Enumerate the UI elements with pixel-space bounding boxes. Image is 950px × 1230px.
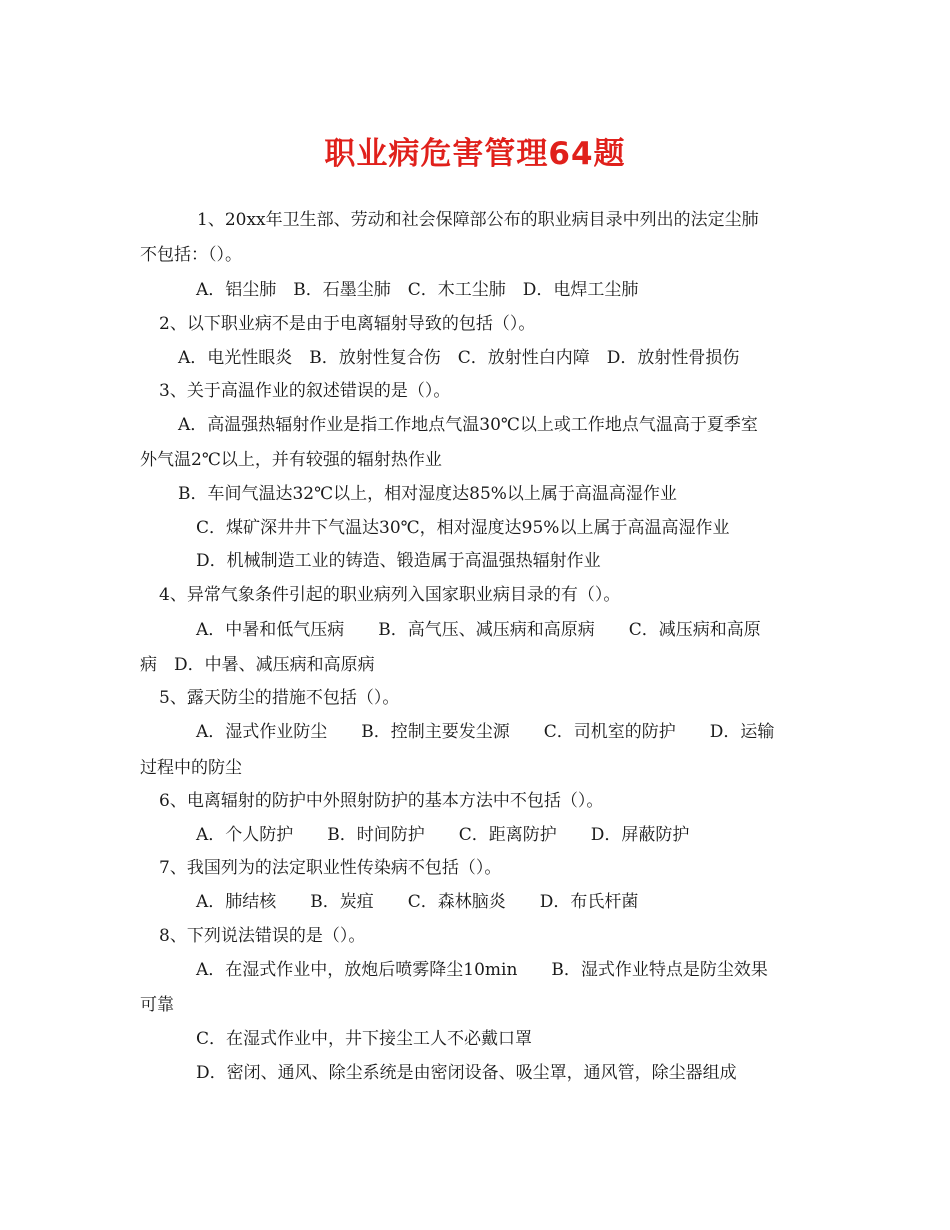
question-2-options: A．电光性眼炎 B．放射性复合伤 C．放射性白内障 D．放射性骨损伤	[178, 348, 740, 368]
question-3-option-c: C．煤矿深井井下气温达30℃，相对湿度达95%以上属于高温高湿作业	[196, 518, 730, 538]
question-6: 6、电离辐射的防护中外照射防护的基本方法中不包括（）。	[159, 791, 604, 811]
question-8-option-d: D．密闭、通风、除尘系统是由密闭设备、吸尘罩，通风管，除尘器组成	[196, 1063, 737, 1083]
question-2: 2、以下职业病不是由于电离辐射导致的包括（）。	[159, 314, 536, 334]
question-3: 3、关于高温作业的叙述错误的是（）。	[159, 381, 451, 401]
question-8-option-c: C．在湿式作业中，井下接尘工人不必戴口罩	[196, 1029, 533, 1049]
question-5-options-line-1: A．湿式作业防尘 B．控制主要发尘源 C．司机室的防护 D．运输	[196, 722, 775, 742]
question-3-option-d: D．机械制造工业的铸造、锻造属于高温强热辐射作业	[196, 551, 601, 571]
question-6-options: A．个人防护 B．时间防护 C．距离防护 D．屏蔽防护	[196, 825, 690, 845]
question-1-line-1: 1、20xx年卫生部、劳动和社会保障部公布的职业病目录中列出的法定尘肺	[197, 210, 759, 230]
question-3-option-a-line-1: A．高温强热辐射作业是指工作地点气温30℃以上或工作地点气温高于夏季室	[178, 415, 758, 435]
question-3-option-b: B．车间气温达32℃以上，相对湿度达85%以上属于高温高湿作业	[178, 484, 677, 504]
question-7: 7、我国列为的法定职业性传染病不包括（）。	[159, 858, 502, 878]
question-8-options-line-1: A．在湿式作业中，放炮后喷雾降尘10min B．湿式作业特点是防尘效果	[196, 960, 768, 980]
question-5: 5、露天防尘的措施不包括（）。	[159, 688, 400, 708]
question-1-options: A．铝尘肺 B．石墨尘肺 C．木工尘肺 D．电焊工尘肺	[196, 280, 639, 300]
question-7-options: A．肺结核 B．炭疽 C．森林脑炎 D．布氏杆菌	[196, 892, 639, 912]
question-8-options-line-2: 可靠	[140, 995, 174, 1015]
question-5-options-line-2: 过程中的防尘	[140, 758, 242, 778]
question-3-option-a-line-2: 外气温2℃以上，并有较强的辐射热作业	[140, 450, 442, 470]
question-8: 8、下列说法错误的是（）。	[159, 926, 366, 946]
question-4-options-line-1: A．中暑和低气压病 B．高气压、减压病和高原病 C．减压病和高原	[196, 620, 761, 640]
document-title: 职业病危害管理64题	[324, 136, 626, 172]
question-4: 4、异常气象条件引起的职业病列入国家职业病目录的有（）。	[159, 585, 621, 605]
question-1-line-2: 不包括：（）。	[140, 245, 242, 265]
question-4-options-line-2: 病 D．中暑、减压病和高原病	[140, 655, 375, 675]
